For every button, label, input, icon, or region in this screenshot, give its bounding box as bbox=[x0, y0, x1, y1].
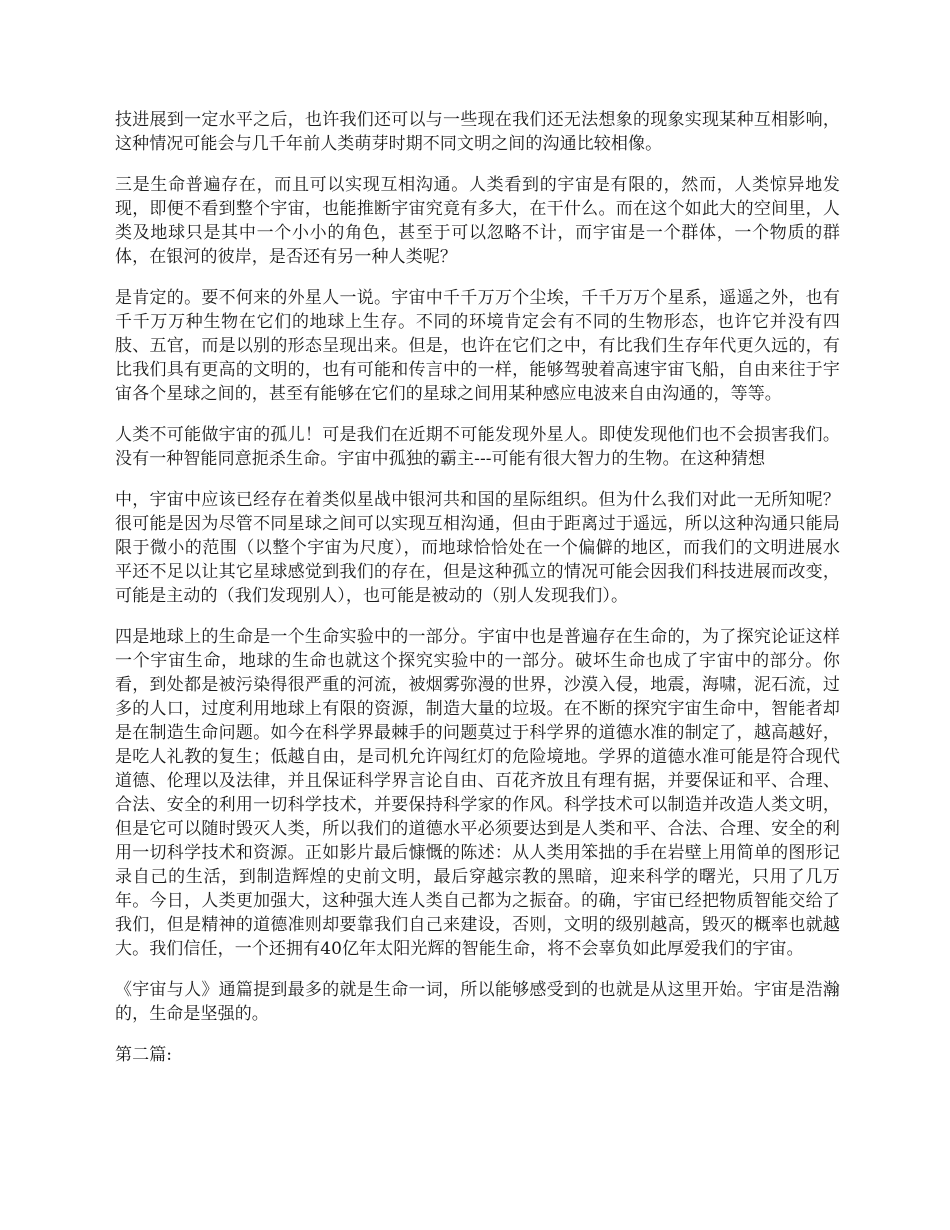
paragraph-2: 三是生命普遍存在，而且可以实现互相沟通。人类看到的宇宙是有限的，然而，人类惊异地发现，即便不看到整个宇宙，也能推断宇宙究竟有多大，在干什么。而在这个如此大的空间里，人类及地球只是其中一个小小的角色，甚至于可以忽略不计，而宇宙是一个群体，一个物质的群体，在银河的彼岸，是否还有另一种人类呢？ bbox=[115, 175, 840, 267]
section-heading-part-two: 第二篇: bbox=[115, 1045, 173, 1065]
paragraph-3: 是肯定的。要不何来的外星人一说。宇宙中千千万万个尘埃，千千万万个星系，遥遥之外，也有千千万万种生物在它们的地球上生存。不同的环境肯定会有不同的生物形态，也许它并没有四肢、五官，而是以别的形态呈现出来。但是，也许在它们之中，有比我们生存年代更久远的，有比我们具有更高的文明的，也有可能和传言中的一样，能够驾驶着高速宇宙飞船，自由来往于宇宙各个星球之间的，甚至有能够在它们的星球之间用某种感应电波来自由沟通的，等等。 bbox=[115, 288, 840, 404]
paragraph-7: 《宇宙与人》通篇提到最多的就是生命一词，所以能够感受到的也就是从这里开始。宇宙是浩瀚的，生命是坚强的。 bbox=[115, 980, 840, 1024]
paragraph-5: 中，宇宙中应该已经存在着类似星战中银河共和国的星际组织。但为什么我们对此一无所知呢？很可能是因为尽管不同星球之间可以实现互相沟通，但由于距离过于遥远，所以这种沟通只能局限于微小的范围（以整个宇宙为尺度），而地球恰恰处在一个偏僻的地区，而我们的文明进展水平还不足以让其它星球感觉到我们的存在，但是这种孤立的情况可能会因我们科技进展而改变，可能是主动的（我们发现别人），也可能是被动的（别人发现我们）。 bbox=[115, 490, 840, 606]
paragraph-6: 四是地球上的生命是一个生命实验中的一部分。宇宙中也是普遍存在生命的，为了探究论证这样一个宇宙生命，地球的生命也就这个探究实验中的一部分。破坏生命也成了宇宙中的部分。你看，到处都是被污染得很严重的河流，被烟雾弥漫的世界，沙漠入侵，地震，海啸，泥石流，过多的人口，过度利用地球上有限的资源，制造大量的垃圾。在不断的探究宇宙生命中，智能者却是在制造生命问题。如今在科学界最棘手的问题莫过于科学界的道德水准的制定了，越高越好，是吃人礼教的复生；低越自由，是司机允许闯红灯的危险境地。学界的道德水准可能是符合现代道德、伦理以及法律，并且保证科学界言论自由、百花齐放且有理有据，并要保证和平、合理、合法、安全的利用一切科学技术，并要保持科学家的作风。科学技术可以制造并改造人类文明，但是它可以随时毁灭人类，所以我们的道德水平必须要达到是人类和平、合法、合理、安全的利用一切科学技术和资源。正如影片最后慷慨的陈述：从人类用笨拙的手在岩壁上用简单的图形记录自己的生活，到制造辉煌的史前文明，最后穿越宗教的黑暗，迎来科学的曙光，只用了几万年。今日，人类更加强大，这种强大连人类自己都为之振奋。的确，宇宙已经把物质智能交给了我们，但是精神的道德准则却要靠我们自己来建设，否则，文明的级别越高，毁灭的概率也就越大。我们信任，一个还拥有40亿年太阳光辉的智能生命，将不会辜负如此厚爱我们的宇宙。 bbox=[115, 627, 840, 959]
document-body bbox=[115, 108, 840, 1084]
paragraph-1: 技进展到一定水平之后，也许我们还可以与一些现在我们还无法想象的现象实现某种互相影响，这种情况可能会与几千年前人类萌芽时期不同文明之间的沟通比较相像。 bbox=[115, 110, 840, 154]
paragraph-4: 人类不可能做宇宙的孤儿！可是我们在近期不可能发现外星人。即使发现他们也不会损害我们。没有一种智能同意扼杀生命。宇宙中孤独的霸主---可能有很大智力的生物。在这种猜想 bbox=[115, 425, 840, 469]
